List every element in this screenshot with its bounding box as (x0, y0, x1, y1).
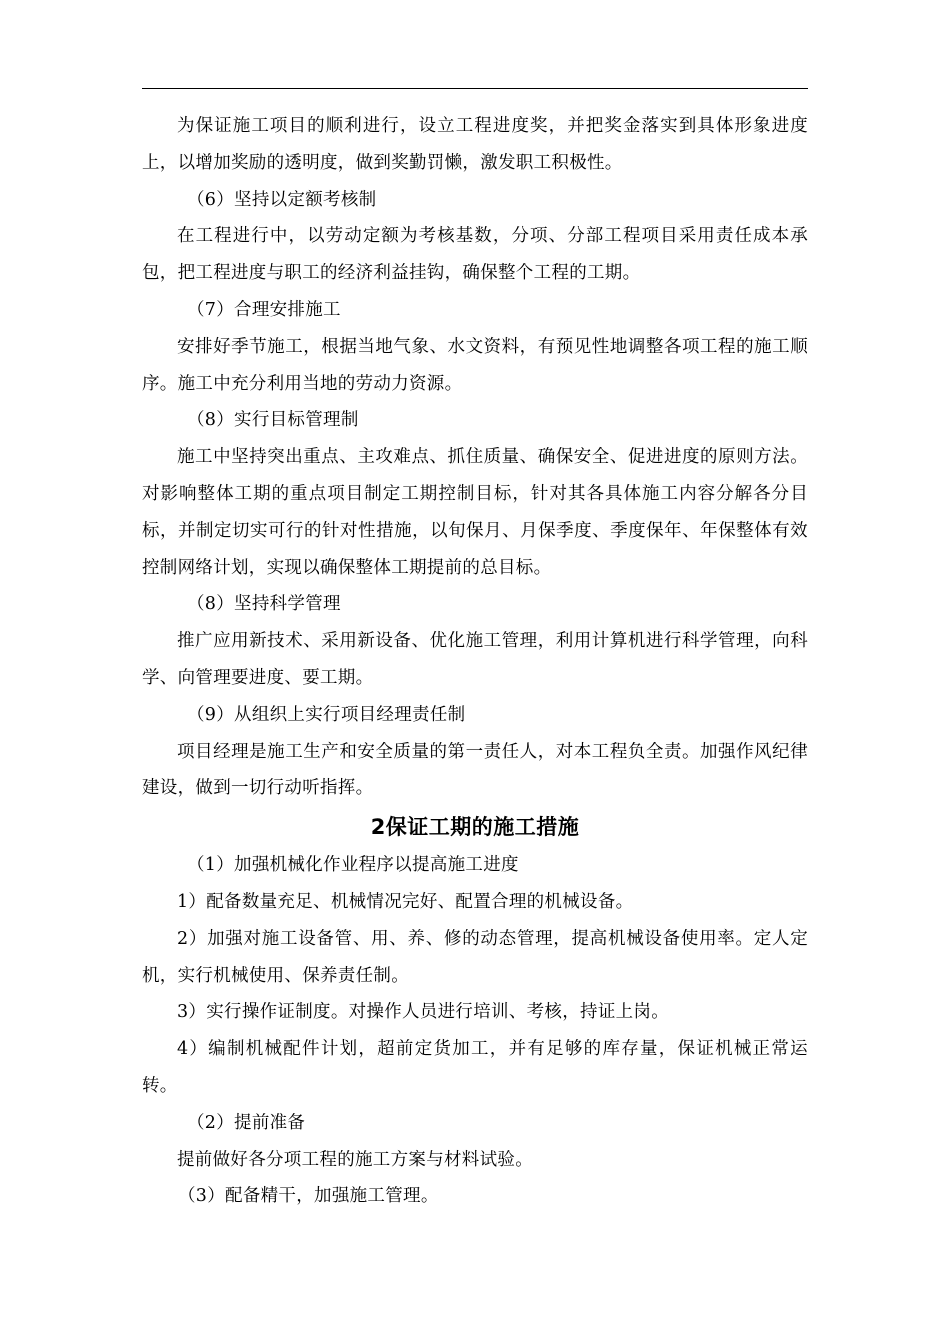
paragraph-scientific-management: 推广应用新技术、采用新设备、优化施工管理，利用计算机进行科学管理，向科学、向管理要进度、要工期。 (142, 631, 808, 688)
document-body (142, 108, 808, 1215)
section-heading: 2保证工期的施工措施 (370, 815, 580, 840)
list-item-dynamic-management: 2）加强对施工设备管、用、养、修的动态管理，提高机械设备使用率。定人定机，实行机械使用、保养责任制。 (142, 928, 808, 986)
list-item-spare-parts: 4）编制机械配件计划，超前定货加工，并有足够的库存量，保证机械正常运转。 (142, 1039, 808, 1096)
subheading-project-manager: （9）从组织上实行项目经理责任制 (187, 704, 466, 725)
subheading-staffing: （3）配备精干，加强施工管理。 (178, 1186, 439, 1207)
list-item-equipment: 1）配备数量充足、机械情况完好、配置合理的机械设备。 (177, 891, 634, 912)
paragraph-project-manager: 项目经理是施工生产和安全质量的第一责任人，对本工程负全责。加强作风纪律建设，做到一切行动听指挥。 (142, 741, 808, 799)
subheading-advance-preparation: （2）提前准备 (187, 1112, 306, 1133)
paragraph-quota-assessment: 在工程进行中，以劳动定额为考核基数，分项、分部工程项目采用责任成本承包，把工程进度与职工的经济利益挂钩，确保整个工程的工期。 (142, 226, 808, 284)
subheading-target-management: （8）实行目标管理制 (187, 410, 359, 431)
subheading-arrange-construction: （7）合理安排施工 (187, 299, 341, 320)
paragraph-advance-preparation: 提前做好各分项工程的施工方案与材料试验。 (177, 1149, 533, 1170)
subheading-scientific-management: （8）坚持科学管理 (187, 594, 341, 615)
paragraph-arrange-construction: 安排好季节施工，根据当地气象、水文资料，有预见性地调整各项工程的施工顺序。施工中充分利用当地的劳动力资源。 (142, 336, 808, 394)
paragraph-target-management: 施工中坚持突出重点、主攻难点、抓住质量、确保安全、促进进度的原则方法。对影响整体工期的重点项目制定工期控制目标，针对其各具体施工内容分解各分目标，并制定切实可行的针对性措施，以旬保月、月保季度、季度保年、年保整体有效控制网络计划，实现以确保整体工期提前的总目标。 (142, 447, 808, 578)
list-item-operator-certificate: 3）实行操作证制度。对操作人员进行培训、考核，持证上岗。 (177, 1002, 670, 1023)
paragraph-progress-award: 为保证施工项目的顺利进行，设立工程进度奖，并把奖金落实到具体形象进度上，以增加奖励的透明度，做到奖勤罚懒，激发职工积极性。 (142, 116, 808, 173)
subheading-mechanization: （1）加强机械化作业程序以提高施工进度 (187, 855, 519, 876)
subheading-quota-assessment: （6）坚持以定额考核制 (187, 189, 377, 210)
header-rule (142, 88, 808, 89)
